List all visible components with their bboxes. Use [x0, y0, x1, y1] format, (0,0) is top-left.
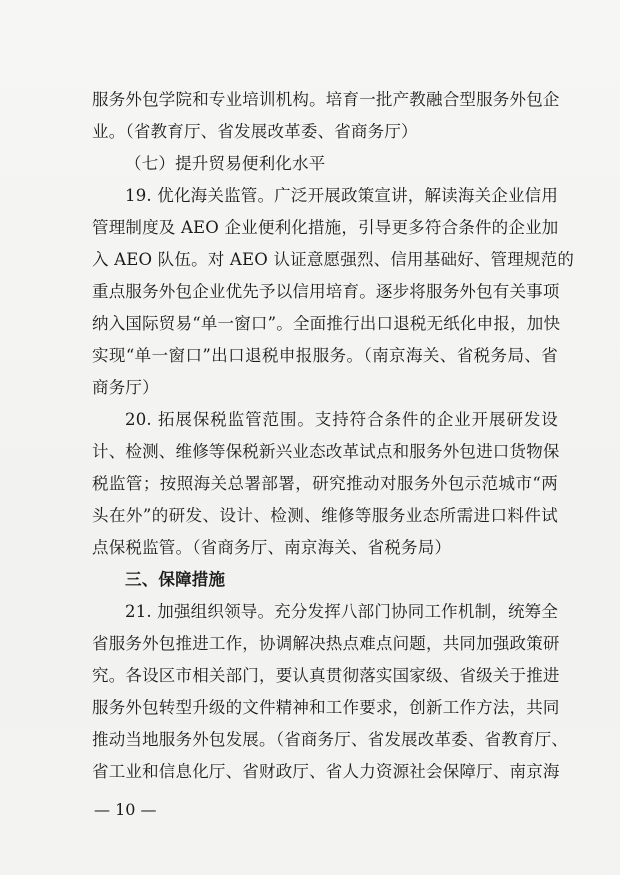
body-line: 点保税监管。（省商务厅、南京海关、省税务局） — [92, 538, 452, 557]
section-subheading: （七）提升贸易便利化水平 — [125, 154, 326, 173]
body-line: 计、检测、维修等保税新兴业态改革试点和服务外包进口货物保 — [92, 442, 560, 461]
body-line: 头在外”的研发、设计、检测、维修等服务业态所需进口料件试 — [92, 506, 558, 525]
body-line: 商务厅） — [92, 378, 159, 397]
page-number: — 10 — — [94, 800, 157, 819]
body-line: 服务外包学院和专业培训机构。培育一批产教融合型服务外包企 — [92, 90, 560, 109]
item-20-lead: 20. 拓展保税监管范围。支持符合条件的企业开展研发设 — [125, 410, 558, 429]
body-line: 重点服务外包企业优先予以信用培育。逐步将服务外包有关事项 — [92, 282, 560, 301]
body-line: 纳入国际贸易“单一窗口”。全面推行出口退税无纸化申报，加快 — [92, 314, 561, 333]
body-line: 省服务外包推进工作，协调解决热点难点问题，共同加强政策研 — [92, 634, 560, 653]
body-line: 实现“单一窗口”出口退税申报服务。（南京海关、省税务局、省 — [92, 346, 558, 365]
section-heading: 三、保障措施 — [125, 570, 226, 589]
body-line: 究。各设区市相关部门，要认真贯彻落实国家级、省级关于推进 — [92, 666, 560, 685]
body-line: 推动当地服务外包发展。（省商务厅、省发展改革委、省教育厅、 — [92, 730, 569, 749]
body-line: 入 AEO 队伍。对 AEO 认证意愿强烈、信用基础好、管理规范的 — [92, 250, 575, 269]
item-19-lead: 19. 优化海关监管。广泛开展政策宣讲，解读海关企业信用 — [125, 186, 559, 205]
body-line: 管理制度及 AEO 企业便利化措施，引导更多符合条件的企业加 — [92, 218, 559, 237]
body-line: 服务外包转型升级的文件精神和工作要求，创新工作方法，共同 — [92, 698, 560, 717]
body-line: 税监管；按照海关总署部署，研究推动对服务外包示范城市“两 — [92, 474, 558, 493]
item-21-lead: 21. 加强组织领导。充分发挥八部门协同工作机制，统筹全 — [125, 602, 559, 621]
body-line: 业。（省教育厅、省发展改革委、省商务厅） — [92, 122, 418, 141]
body-line: 省工业和信息化厅、省财政厅、省人力资源社会保障厅、南京海 — [92, 762, 560, 781]
